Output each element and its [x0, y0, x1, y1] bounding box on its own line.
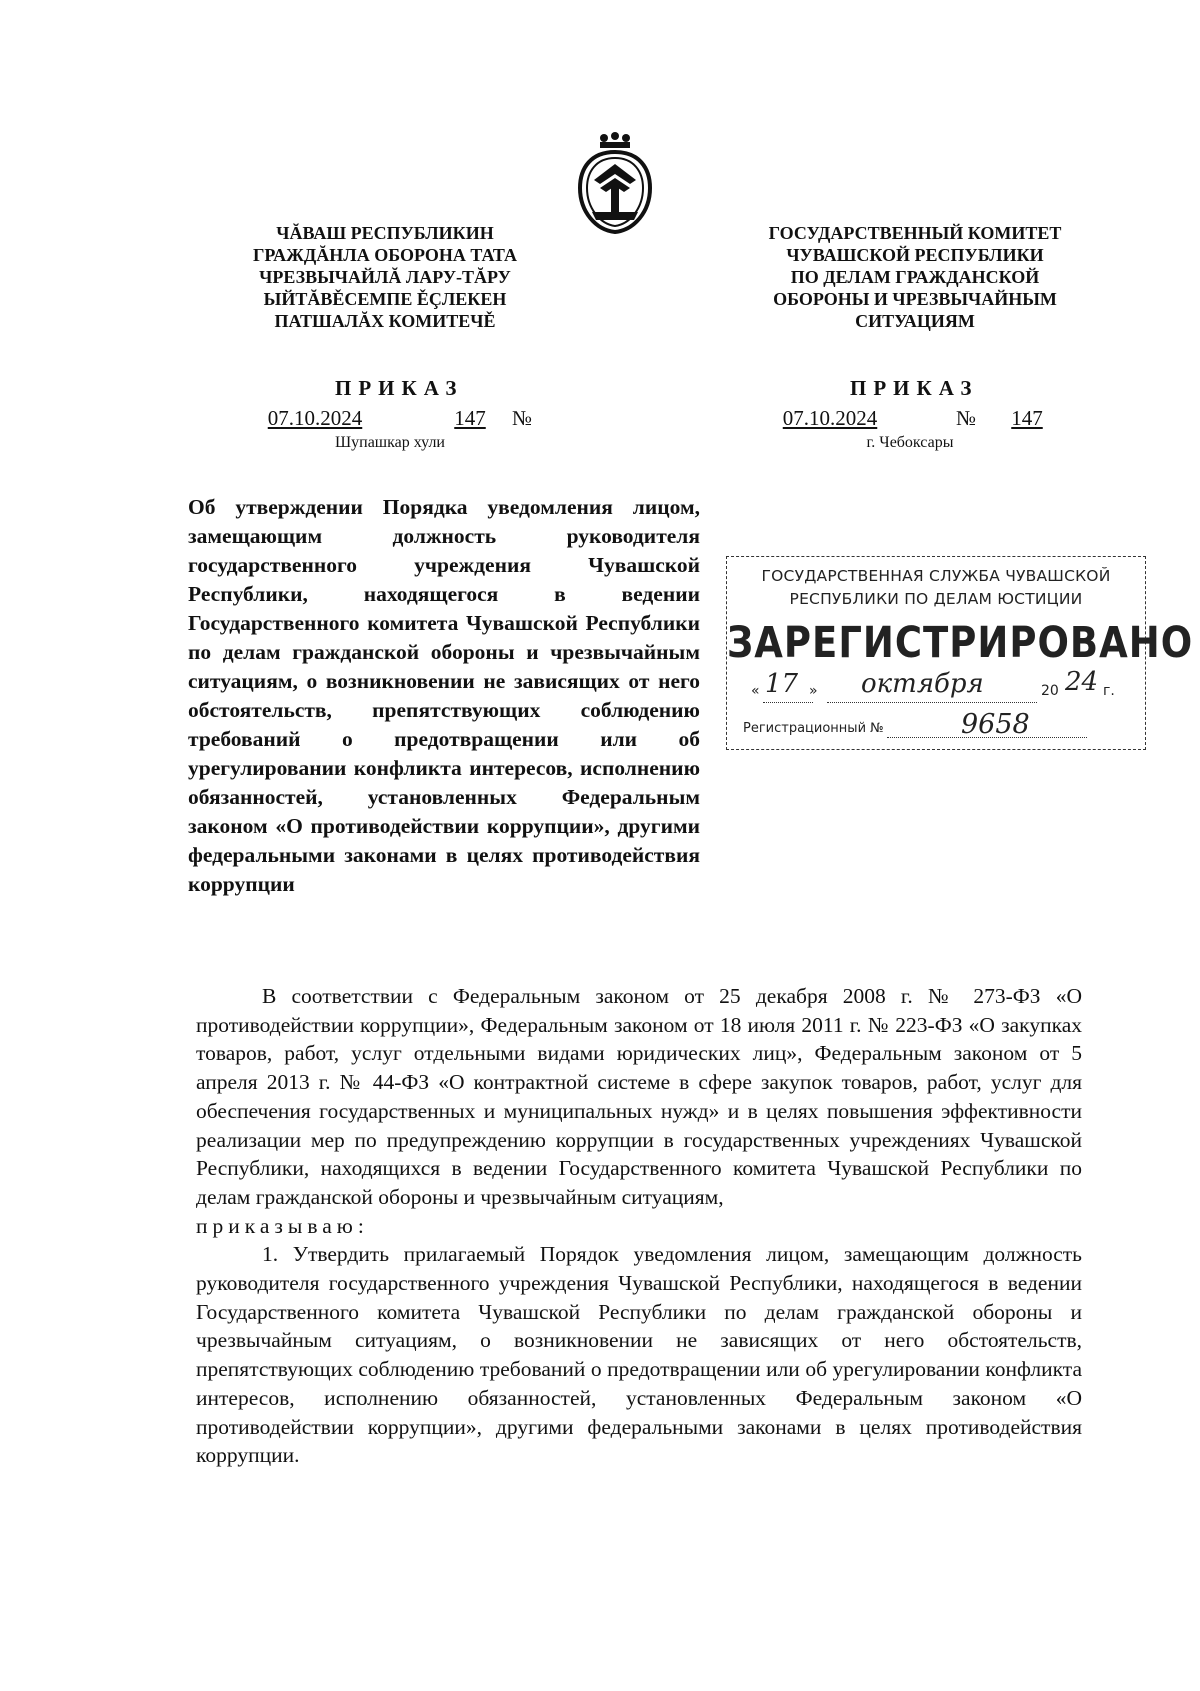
order-title: Об утверждении Порядка уведомления лицом, замещающим должность руководителя государственного учреждения Чувашской Республики, находящегося в ведении Государственного комитета Чувашской Республики по делам гражданской обороны и чрезвычайным ситуациям, о возникновении не зависящих от него обстоятельств, препятствующих соблюдению требований о предотвращении или об урегулировании конфликта интересов, исполнению обязанностей, установленных Федеральным законом «О противодействии коррупции», другими федеральными законами в целях противодействия коррупции: [188, 495, 700, 896]
left-number: 147: [454, 406, 486, 430]
stamp-reg-label: Регистрационный №: [743, 721, 884, 736]
right-header-line: ОБОРОНЫ И ЧРЕЗВЫЧАЙНЫМ: [773, 289, 1057, 309]
right-number: 147: [1011, 406, 1043, 430]
right-header-line: ПО ДЕЛАМ ГРАЖДАНСКОЙ: [790, 267, 1040, 287]
stamp-quote-close: »: [809, 683, 818, 699]
right-date: 07.10.2024: [782, 406, 878, 430]
stamp-day-line: [763, 702, 813, 703]
item-1-paragraph: 1. Утвердить прилагаемый Порядок уведомления лицом, замещающим должность руководителя государственного учреждения Чувашской Республики, находящегося в ведении Государственного комитета Чувашской Республики по делам гражданской обороны и чрезвычайным ситуациям, о возникновении не зависящих от него обстоятельств, препятствующих соблюдению требований о предотвращении или об урегулировании конфликта интересов, исполнению обязанностей, установленных Федеральным законом «О противодействии коррупции», другими федеральными законами в целях противодействия коррупции.: [196, 1242, 1082, 1468]
stamp-year-prefix: 20: [1041, 683, 1059, 699]
right-doc-type: ПРИКАЗ: [850, 376, 979, 400]
order-body: [196, 982, 1082, 1470]
stamp-year-suffix: 24: [1065, 667, 1099, 697]
left-header-line: ГРАЖДĂНЛА ОБОРОНА ТАТА: [252, 245, 518, 265]
right-header-line: ЧУВАШСКОЙ РЕСПУБЛИКИ: [786, 245, 1044, 265]
registration-stamp: [726, 556, 1194, 750]
left-header-line: ЫЙТĂВĚСЕМПЕ ĚÇЛЕКЕН: [263, 289, 507, 309]
stamp-quote-open: «: [751, 683, 760, 699]
left-doc-type: ПРИКАЗ: [335, 376, 464, 400]
left-date: 07.10.2024: [267, 406, 363, 430]
right-header-line: ГОСУДАРСТВЕННЫЙ КОМИТЕТ: [768, 223, 1062, 243]
stamp-year-unit: г.: [1103, 683, 1115, 699]
coat-of-arms-emblem: [576, 130, 654, 234]
stamp-org-line2: РЕСПУБЛИКИ ПО ДЕЛАМ ЮСТИЦИИ: [789, 590, 1083, 608]
stamp-month: октября: [861, 669, 984, 699]
stamp-status: ЗАРЕГИСТРИРОВАНО: [727, 617, 1194, 668]
right-header-org-name: [750, 222, 1080, 332]
left-place: Шупашкар хули: [335, 434, 445, 451]
right-number-sign: №: [956, 406, 977, 430]
stamp-org: [727, 565, 1145, 611]
stamp-month-line: [827, 702, 1037, 703]
right-place: г. Чебоксары: [866, 434, 954, 451]
right-header-line: СИТУАЦИЯМ: [855, 311, 975, 331]
left-header-line: ПАТШАЛĂХ КОМИТЕЧĚ: [274, 311, 496, 331]
stamp-org-line1: ГОСУДАРСТВЕННАЯ СЛУЖБА ЧУВАШСКОЙ: [761, 567, 1111, 585]
stamp-reg-number: 9658: [961, 709, 1030, 740]
stamp-day: 17: [765, 669, 799, 699]
stamp-reg-line: [887, 737, 1087, 738]
order-word: приказываю:: [196, 1213, 369, 1238]
preamble-paragraph: В соответствии с Федеральным законом от 25 декабря 2008 г. № 273-ФЗ «О противодействии коррупции», Федеральным законом от 18 июля 2011 г. № 223-ФЗ «О закупках товаров, работ, услуг отдельными видами юридических лиц», Федеральным законом от 5 апреля 2013 г. № 44-ФЗ «О контрактной системе в сфере закупок товаров, работ, услуг для обеспечения государственных и муниципальных нужд» и в целях повышения эффективности реализации мер по предупреждению коррупции в государственных учреждениях Чувашской Республики, находящихся в ведении Государственного комитета Чувашской Республики по делам гражданской обороны и чрезвычайным ситуациям,: [196, 984, 1082, 1209]
left-header-org-name: [220, 222, 550, 332]
left-header-line: ЧРЕЗВЫЧАЙЛĂ ЛАРУ-ТĂРУ: [259, 267, 511, 287]
left-number-sign: №: [512, 406, 533, 430]
left-header-line: ЧĂВАШ РЕСПУБЛИКИН: [276, 223, 494, 243]
